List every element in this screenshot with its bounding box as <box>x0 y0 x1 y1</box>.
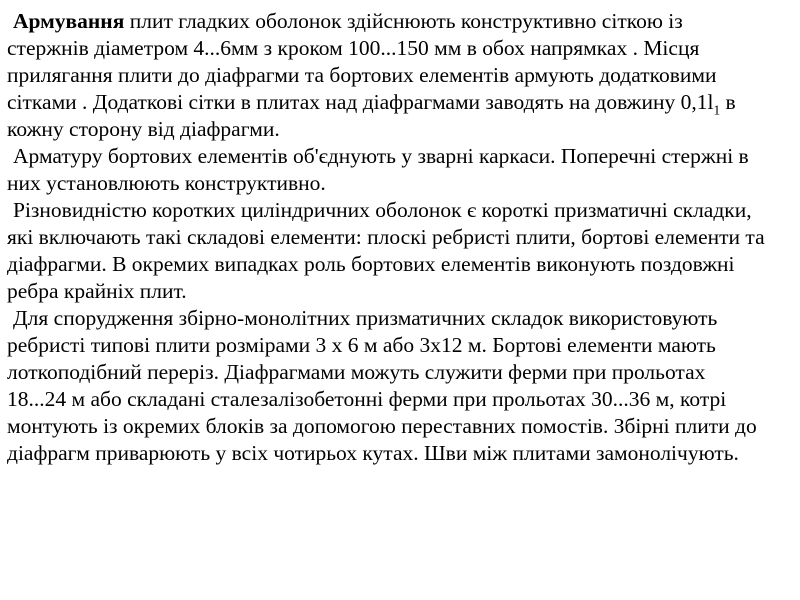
text-segment: ребра крайніх плит. <box>7 279 187 303</box>
text-line <box>7 251 796 278</box>
text-line <box>7 197 796 224</box>
text-line <box>7 278 796 305</box>
text-line <box>7 224 796 251</box>
text-segment: в <box>720 90 736 114</box>
subscript-text: 1 <box>713 102 721 118</box>
text-segment: сітками . Додаткові сітки в плитах над діафрагмами заводять на довжину 0,1l <box>7 90 714 114</box>
text-line <box>7 116 796 143</box>
text-segment: які включають такі складові елементи: плоскі ребристі плити, бортові елементи та <box>7 225 765 249</box>
text-line <box>7 413 796 440</box>
text-segment: стержнів діаметром 4...6мм з кроком 100...150 мм в обох напрямках . Місця <box>7 36 700 60</box>
text-segment: монтують із окремих блоків за допомогою переставних помостів. Збірні плити до <box>7 414 757 438</box>
text-line <box>7 8 796 35</box>
text-line <box>7 89 796 116</box>
text-segment: лоткоподібний переріз. Діафрагмами можуть служити ферми при прольотах <box>7 360 706 384</box>
text-segment: ребристі типові плити розмірами 3 х 6 м або 3х12 м. Бортові елементи мають <box>7 333 716 357</box>
text-segment: Різновидністю коротких циліндричних оболонок є короткі призматичні складки, <box>13 198 752 222</box>
text-segment: Для спорудження збірно-монолітних призматичних складок використовують <box>13 306 718 330</box>
paragraph-4 <box>7 305 796 467</box>
text-line <box>7 332 796 359</box>
paragraph-2 <box>7 143 796 197</box>
text-segment: кожну сторону від діафрагми. <box>7 117 280 141</box>
bold-text: Армування <box>13 9 125 33</box>
text-segment: діафрагм приварюють у всіх чотирьох кутах. Шви між плитами замонолічують. <box>7 441 739 465</box>
text-line <box>7 62 796 89</box>
text-line <box>7 386 796 413</box>
text-line <box>7 35 796 62</box>
paragraph-1 <box>7 8 796 143</box>
text-segment: прилягання плити до діафрагми та бортових елементів армують додатковими <box>7 63 717 87</box>
text-segment: 18...24 м або складані сталезалізобетонні ферми при прольотах 30...36 м, котрі <box>7 387 727 411</box>
text-segment: них установлюють конструктивно. <box>7 171 326 195</box>
text-line <box>7 170 796 197</box>
paragraph-3 <box>7 197 796 305</box>
text-segment: плит гладких оболонок здійснюють конструктивно сіткою із <box>124 9 683 33</box>
text-line <box>7 359 796 386</box>
text-segment: Арматуру бортових елементів об'єднують у зварні каркаси. Поперечні стержні в <box>13 144 749 168</box>
text-line <box>7 143 796 170</box>
text-line <box>7 305 796 332</box>
text-segment: діафрагми. В окремих випадках роль бортових елементів виконують поздовжні <box>7 252 735 276</box>
text-line <box>7 440 796 467</box>
